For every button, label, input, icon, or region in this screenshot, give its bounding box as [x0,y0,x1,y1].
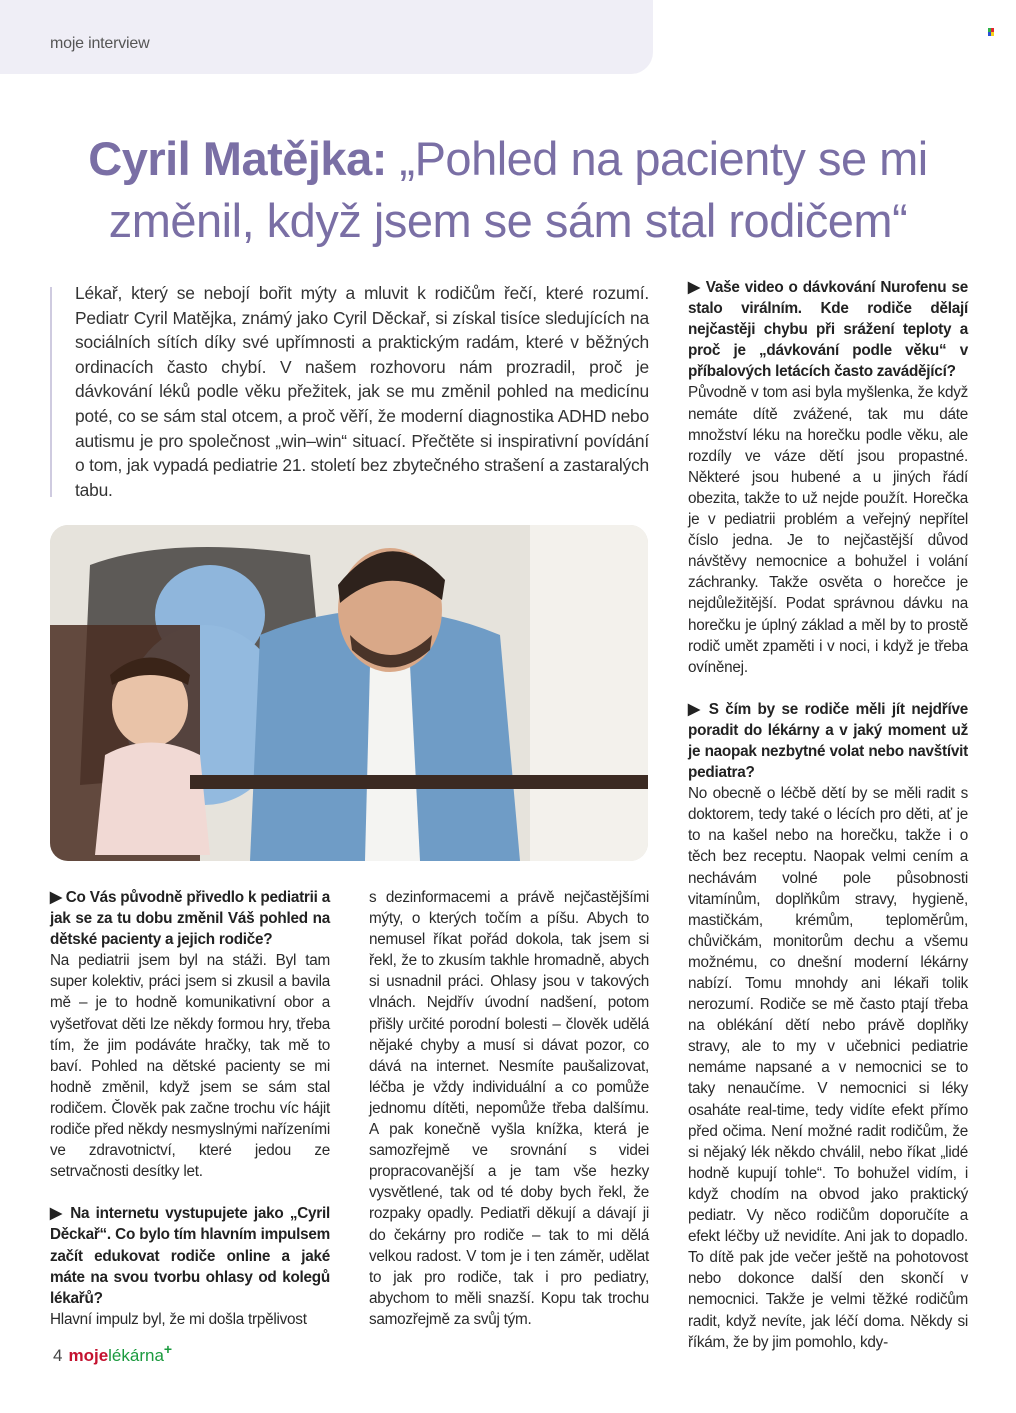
article-title [30,128,986,252]
article-photo [50,525,648,861]
title-quote: „Pohled na pacienty se mi změnil, když jsem se sám stal rodičem“ [108,132,928,247]
title-name: Cyril Matějka: [88,132,387,185]
article-intro: Lékař, který se nebojí bořit mýty a mluvit k rodičům řečí, které rozumí. Pediatr Cyril Matějka, známý jako Cyril Děckař, si získal tisíce sledujících na sociálních sítích díky své upřímnosti a praktickým radám, které v běžných ordinacích často chybí. V našem rozhovoru nám prozradil, proč je dávkování léků podle věku přežitek, jak se mu změnil pohled na medicínu poté, co se sám stal otcem, a proč věří, že moderní diagnostika ADHD nebo autismu je pro společnost „win–win“ situací. Přečtěte si inspirativní povídání o tom, jak vypadá pediatrie 21. století bez zbytečného strašení a zastaralých tabu. [75,283,649,500]
question-3: ▶ Vaše video o dávkování Nurofenu se stalo virálním. Kde rodiče dělají nejčastěji chybu při srážení teploty a proč je „dávkování podle věku“ v příbalových letácích často zavádějící? [688,279,968,381]
brand-logo-moje: moje [68,1346,109,1365]
answer-3: Původně v tom asi byla myšlenka, že když nemáte dítě zvážené, tak mu dáte množství léku na horečku podle věku, ale rozdíly ve váze dětí jsou propastné. Některé jsou hubené a u jiných řádí obezita, takže to už nejde použít. Horečka je v pediatrii problém a veřejný nepřítel číslo jedna. Je to nejčastější důvod návštěvy nemocnice a bohužel i volání záchranky. Takže osvěta o horečce je nejdůležitější. Podat správnou dávku na horečku je úplný základ a měl by to prostě rodič umět zpaměti i v noci, i když je třeba ovíněnej. [688,384,968,676]
question-4: ▶ S čím by se rodiče měli jít nejdříve poradit do lékárny a v jaký moment už je naopak nezbytné volat nebo navštívit pediatra? [688,700,968,782]
column-right [688,277,968,1353]
color-registration-mark [988,28,994,36]
plus-cross-icon: + [163,1341,173,1357]
intro-accent-bar [50,287,52,497]
page-footer [53,1341,173,1366]
page-number: 4 [53,1346,63,1365]
column-middle [369,887,649,1330]
answer-1: Na pediatrii jsem byl na stáži. Byl tam super kolektiv, práci jsem si zkusil a bavila mě – je to hodně komunikativní obor a vyšetřovat děti lze někdy formou hry, třeba tím, že jim podáváte hračky, tak mě to baví. Pohled na dětské pacienty se mi hodně změnil, když jsem se sám stal rodičem. Člověk pak začne trochu víc hájit rodiče před někdy nesmyslnými nařízeními ve zdravotnictví, které jedou ze setrvačnosti desítky let. [50,952,330,1181]
answer-4: No obecně o léčbě dětí by se měli radit s doktorem, tedy také o lécích pro děti, ať je to na kašel nebo na horečku, takže i o těch bez receptu. Naopak velmi cením a nechávám volné pole působnosti vitamínům, doplňkům stravy, hygieně, mastičkám, krémům, teploměrům, chůvičkám, monitorům dechu a všemu možnému, co dnešní moderní lékárny nabízí. Tomu mnohdy ani lékaři tolik nerozumí. Rodiče se mě často ptají třeba na oblékání dětí nebo právě doplňky stravy, ale to my v učebnici pediatrie nemáme napsané a v nemocnici se to taky nenaučíme. V nemocnici si léky osaháte real-time, tedy vidíte efekt přímo před očima. Není možné radit rodičům, že si nějaký lék někdo chválil, nebo říkat „lidé hodně kupují tohle“. To bohužel vidím, i když chodím na obvod jako praktický pediatr. Vy něco rodičům doporučíte a efekt léčby už nevidíte. Ani jak to dopadlo. To dítě pak jde večer ještě na pohotovost nebo dokonce další den skončí v nemocnici. Takže je velmi těžké rodičům radit, když nevíte, jak léčí doma. Někdy si říkám, že by jim pomohlo, kdy- [688,785,968,1351]
question-1: ▶ Co Vás původně přivedlo k pediatrii a jak se za tu dobu změnil Váš pohled na dětské pacienty a jejich rodiče? [50,889,330,949]
brand-logo-lekarna: lékárna [108,1346,164,1365]
photo-doctor-with-doll [50,525,648,861]
question-2: ▶ Na internetu vystupujete jako „Cyril Děckař“. Co bylo tím hlavním impulsem začít edukovat rodiče online a jaké máte na svou tvorbu ohlasy od kolegů lékařů? [50,1205,330,1307]
answer-2-continued: s dezinformacemi a právě nejčastějšími mýty, o kterých točím a píšu. Abych to nemusel říkat pořád dokola, tak jsem si řekl, že to zkusím takhle hromadně, abych si usnadnil práci. Ohlasy jsou v takových vlnách. Nejdřív úvodní nadšení, potom přišly určité porodní bolesti – člověk udělá nějaké chyby a musí si dávat pozor, co dává na internet. Nesmíte paušalizovat, léčba je vždy individuální a co pomůže jednomu dítěti, nepomůže třeba dalšímu. A pak konečně vyšla knížka, která je samozřejmě ve srovnání s videi propracovanější a je tam vše hezky vysvětlené, tak od té doby bych řekl, že rozpaky opadly. Pediatři děkují a dávají ji do čekárny pro rodiče – tak to mi dělá velkou radost. V tom je i ten záměr, udělat to jak pro rodiče, tak i pro pediatry, abychom to měli snazší. Kopu tak trochu samozřejmě za svůj tým. [369,889,649,1328]
column-left [50,887,330,1330]
section-label: moje interview [50,35,150,52]
answer-2-start: Hlavní impulz byl, že mi došla trpělivost [50,1310,307,1328]
section-header-band [0,0,653,74]
